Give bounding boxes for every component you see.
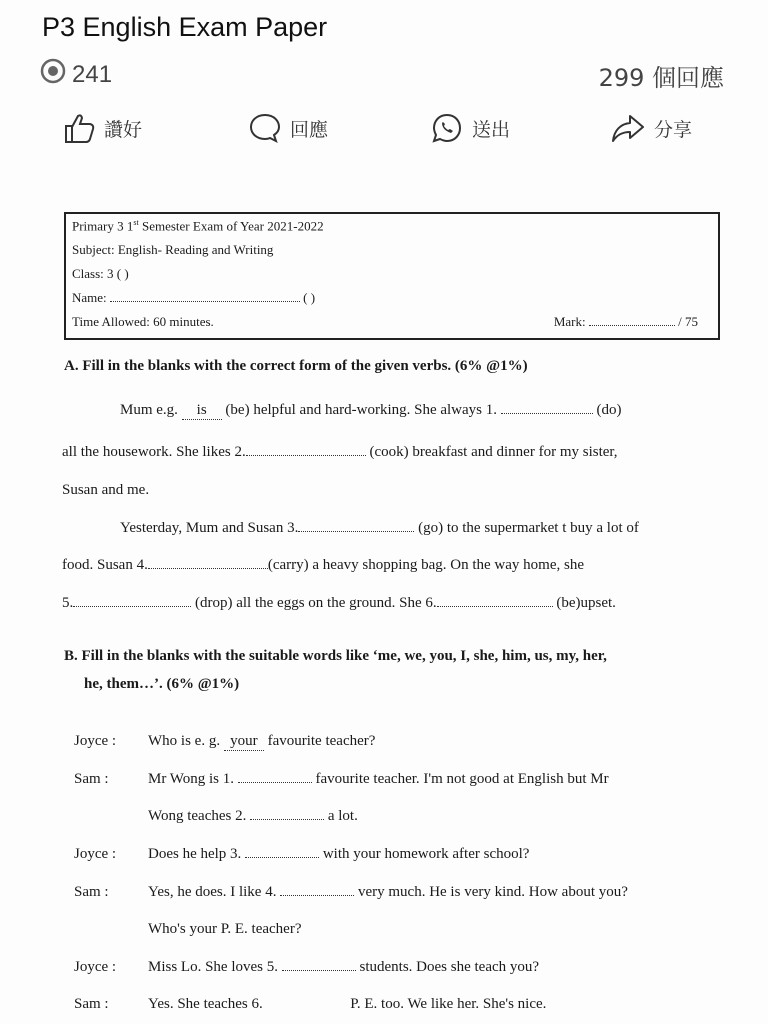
name-blank [110,301,300,302]
share-arrow-icon [610,112,646,144]
mark-label: Mark: [553,314,586,329]
exam-sheet [60,210,728,1022]
blank-a3 [298,531,414,532]
section-a-line-3: Susan and me. [62,482,150,498]
section-a-line-2: all the housework. She likes 2. (cook) breakfast and dinner for my sister, [62,444,618,460]
views-icon [40,58,66,91]
speaker-sam: Sam : [74,996,109,1012]
action-bar [62,112,722,152]
blank-b1 [238,782,312,783]
section-a-line-1: Mum e.g. is (be) helpful and hard-working. She always 1. (do) [120,402,622,418]
speaker-sam: Sam : [74,771,109,787]
dialogue-line-8: Yes. She teaches 6. P. E. too. We like her. She's nice. [148,996,547,1012]
thumbs-up-icon [62,112,96,144]
exam-header-box [64,212,720,340]
dialogue-line-7: Miss Lo. She loves 5. students. Does she teach you? [148,959,540,975]
send-button[interactable] [430,112,510,144]
section-a-line-4: Yesterday, Mum and Susan 3. (go) to the supermarket t buy a lot of [120,520,639,536]
speaker-joyce: Joyce : [74,846,117,862]
whatsapp-icon [430,112,464,144]
exam-year-line: Primary 3 1st Semester Exam of Year 2021-2022 [72,218,324,234]
blank-a6 [437,606,553,607]
blank-a2 [246,455,366,456]
speaker-joyce: Joyce : [74,733,117,749]
send-label: 送出 [472,118,511,141]
exam-name-row [72,290,315,306]
speaker-sam: Sam : [74,884,109,900]
dialogue-line-2: Mr Wong is 1. favourite teacher. I'm not good at English but Mr [148,771,609,787]
example-answer-is: is [182,402,222,420]
exam-time-allowed: Time Allowed: 60 minutes. [72,314,214,329]
section-b-heading: B. Fill in the blanks with the suitable words like ‘me, we, you, I, she, him, us, my, her, [64,648,607,664]
example-answer-your: your [224,733,264,751]
name-label: Name: [72,290,107,305]
dialogue-line-1: Who is e. g. your favourite teacher? [148,733,376,749]
view-count [40,58,112,91]
blank-b3 [245,857,319,858]
name-paren: ( ) [303,290,316,305]
dialogue-line-6: Who's your P. E. teacher? [148,921,302,937]
speaker-joyce: Joyce : [74,959,117,975]
reply-button[interactable] [248,112,328,144]
like-label: 讚好 [104,118,143,141]
section-a-heading: A. Fill in the blanks with the correct form of the given verbs. (6% @1%) [64,358,528,374]
dialogue-line-4: Does he help 3. with your homework after school? [148,846,530,862]
share-button[interactable] [610,112,692,144]
like-button[interactable] [62,112,142,144]
blank-a1 [501,413,593,414]
reply-count[interactable]: 299 個回應 [598,64,724,92]
dialogue-line-3: Wong teaches 2. a lot. [148,808,358,824]
share-label: 分享 [654,118,693,141]
mark-total: / 75 [678,314,698,329]
mark-blank [589,325,675,326]
dialogue-line-5: Yes, he does. I like 4. very much. He is very kind. How about you? [148,884,628,900]
section-a-line-6: 5. (drop) all the eggs on the ground. She 6. (be)upset. [62,595,616,611]
blank-a4 [148,568,268,569]
blank-a5 [73,606,191,607]
blank-b2 [250,819,324,820]
exam-class: Class: 3 ( ) [72,266,129,281]
exam-mark-row [554,314,698,330]
blank-b4 [280,895,354,896]
section-b-heading-cont: he, them…’. (6% @1%) [84,676,240,692]
reply-label: 回應 [290,118,329,141]
section-a-line-5: food. Susan 4. (carry) a heavy shopping bag. On the way home, she [62,557,584,573]
comment-bubble-icon [248,112,282,144]
post-title: P3 English Exam Paper [42,12,328,42]
view-count-text: 241 [72,60,113,88]
blank-b5 [282,970,356,971]
exam-subject: Subject: English- Reading and Writing [72,242,274,257]
